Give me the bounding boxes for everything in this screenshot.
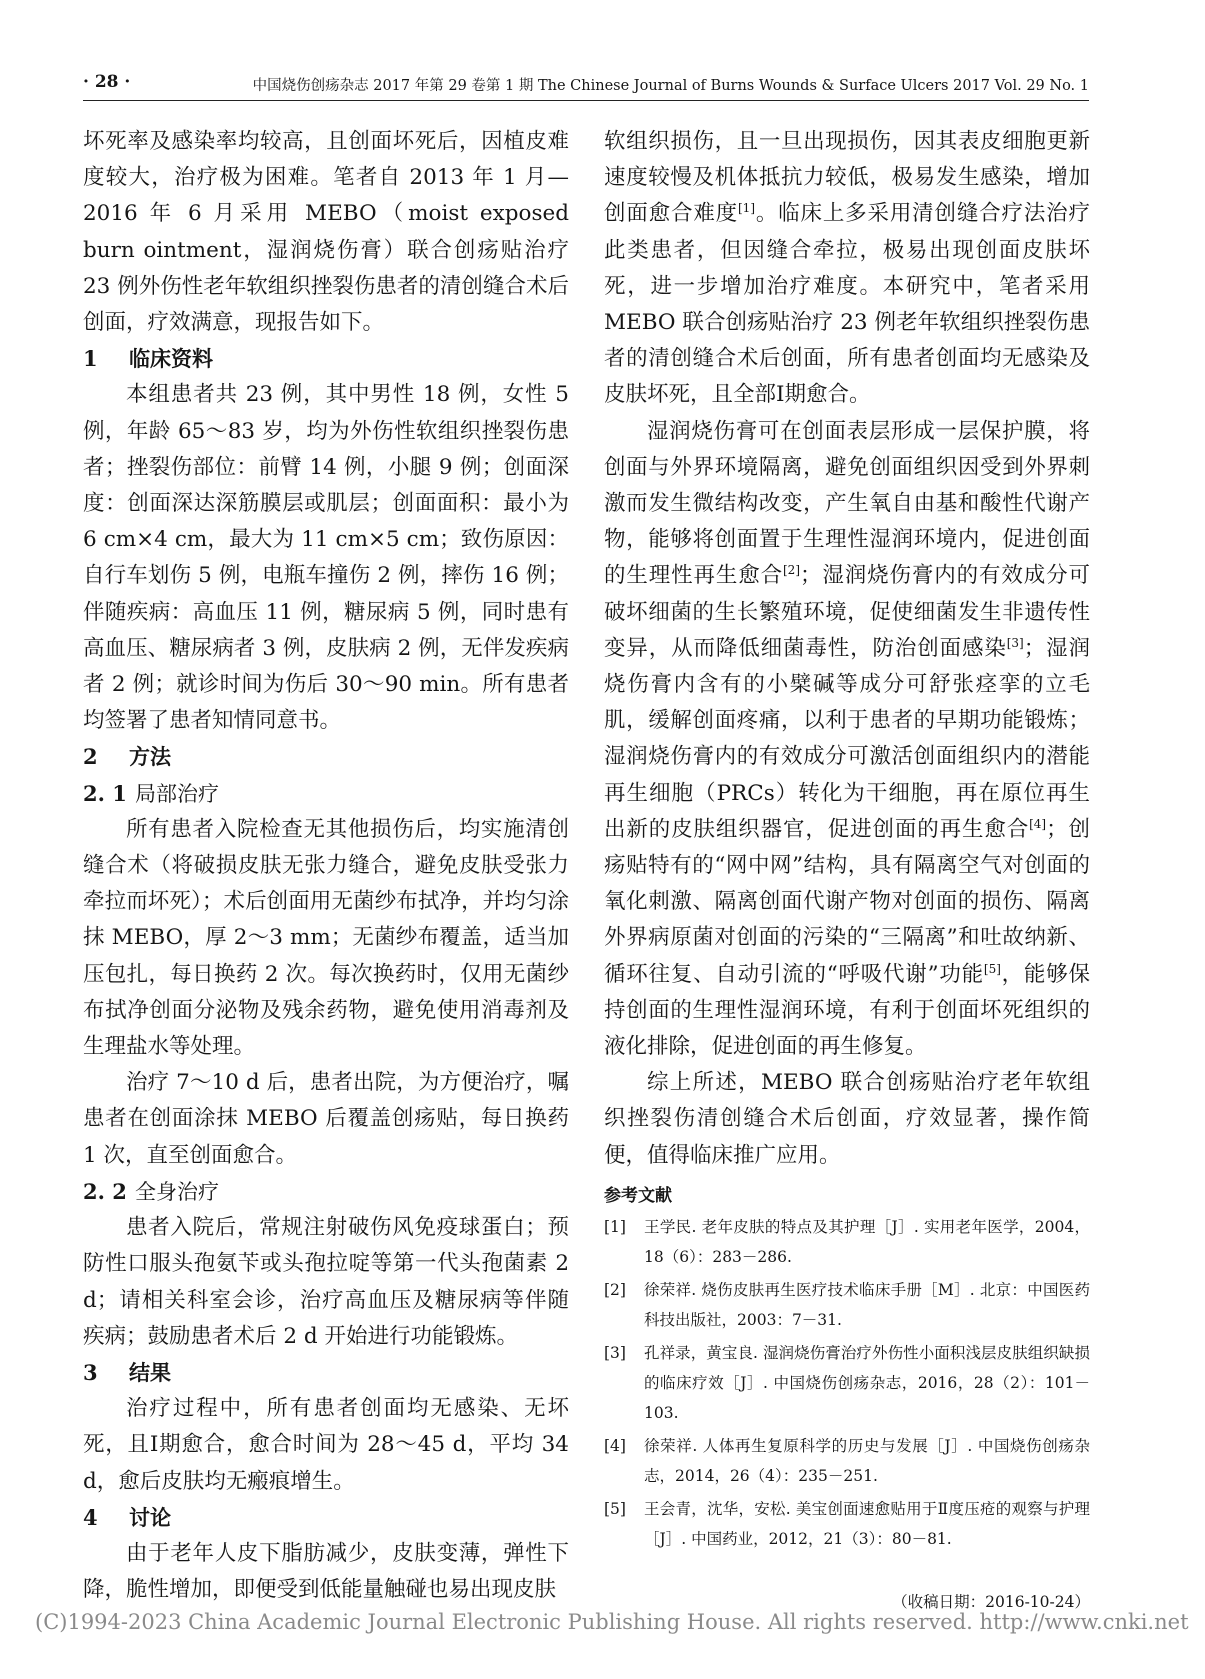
citation-5[interactable]: [5] bbox=[983, 961, 1001, 976]
page-number: · 28 · bbox=[83, 72, 131, 92]
reference-list bbox=[604, 1212, 1090, 1554]
section-number: 3 bbox=[83, 1359, 98, 1385]
journal-title-line: 中国烧伤创疡杂志 2017 年第 29 卷第 1 期 The Chinese Journal of Burns Wounds & Surface Ulcers 2017 Vol. 29 No. 1 bbox=[252, 78, 1089, 94]
section-2-heading bbox=[83, 739, 569, 775]
reference-item: [1] 王学民. 老年皮肤的特点及其护理［J］. 实用老年医学，2004，18（6）：283－286. bbox=[604, 1217, 1090, 1266]
systemic-treatment-paragraph: 患者入院后，常规注射破伤风免疫球蛋白；预防性口服头孢氨苄或头孢拉啶等第一代头孢菌素 2 d；请相关科室会诊，治疗高血压及糖尿病等伴随疾病；鼓励患者术后 2 d 开始进行功能锻炼。 bbox=[83, 1215, 569, 1349]
intro-paragraph: 坏死率及感染率均较高，且创面坏死后，因植皮难度较大，治疗极为困难。笔者自 2013 年 1 月—2016 年 6 月采用 MEBO（moist exposed burn ointment，湿润烧伤膏）联合创疡贴治疗 23 例外伤性老年软组织挫裂伤患者的清创缝合术后创面，疗效满意，现报告如下。 bbox=[83, 129, 569, 336]
discussion-paragraph-1: 由于老年人皮下脂肪减少，皮肤变薄，弹性下降，脆性增加，即便受到低能量触碰也易出现皮肤 bbox=[83, 1540, 569, 1603]
references-heading: 参考文献 bbox=[604, 1185, 672, 1206]
received-date: （收稿日期：2016-10-24） bbox=[892, 1592, 1090, 1611]
reference-item: [5] 王会青，沈华，安松. 美宝创面速愈贴用于Ⅱ度压疮的观察与护理［J］. 中国药业，2012，21（3）：80－81. bbox=[604, 1499, 1090, 1548]
mebo-mechanism-paragraph: 湿润烧伤膏可在创面表层形成一层保护膜，将创面与外界环境隔离，避免创面组织因受到外界刺激而发生微结构改变，产生氧自由基和酸性代谢产物，能够将创面置于生理性湿润环境内，促进创面的生理性再生愈合[2]；湿润烧伤膏内的有效成分可破坏细菌的生长繁殖环境，促使细菌发生非遗传性变异，从而降低细菌毒性，防治创面感染[3]；湿润烧伤膏内含有的小檗碱等成分可舒张痉挛的立毛肌，缓解创面疼痛，以利于患者的早期功能锻炼；湿润烧伤膏内的有效成分可激活创面组织内的潜能再生细胞（PRCs）转化为干细胞，再在原位再生出新的皮肤组织器官，促进创面的再生愈合[4]；创疡贴特有的“网中网”结构，具有隔离空气对创面的氧化刺激、隔离创面代谢产物对创面的损伤、隔离外界病原菌对创面的污染的“三隔离”和吐故纳新、循环往复、自动引流的“呼吸代谢”功能[5]，能够保持创面的生理性湿润环境，有利于创面坏死组织的液化排除，促进创面的再生修复。 bbox=[604, 418, 1090, 1060]
citation-4[interactable]: [4] bbox=[1029, 816, 1047, 831]
clinical-data-paragraph: 本组患者共 23 例，其中男性 18 例，女性 5 例，年龄 65～83 岁，均为外伤性软组织挫裂伤患者；挫裂伤部位：前臂 14 例，小腿 9 例；创面深度：创面深达深筋膜层或肌层；创面面积：最小为 6 cm×4 cm，最大为 11 cm×5 cm；致伤原因：自行车划伤 5 例，电瓶车撞伤 2 例，摔伤 16 例；伴随疾病：高血压 11 例，糖尿病 5 例，同时患有高血压、糖尿病者 3 例，皮肤病 2 例，无伴发疾病者 2 例；就诊时间为伤后 30～90 min。所有患者均签署了患者知情同意书。 bbox=[83, 382, 569, 734]
running-header bbox=[83, 70, 1089, 101]
citation-3[interactable]: [3] bbox=[1006, 635, 1024, 650]
section-title: 临床资料 bbox=[129, 346, 213, 372]
reference-item: [4] 徐荣祥. 人体再生复原科学的历史与发展［J］. 中国烧伤创疡杂志，2014，26（4）：235－251. bbox=[604, 1436, 1090, 1485]
section-4-heading bbox=[83, 1500, 569, 1536]
section-number: 2. 2 bbox=[83, 1178, 127, 1204]
citation-1[interactable]: [1] bbox=[738, 201, 755, 216]
local-treatment-paragraph-1: 所有患者入院检查无其他损伤后，均实施清创缝合术（将破损皮肤无张力缝合，避免皮肤受张力牵拉而坏死）；术后创面用无菌纱布拭净，并均匀涂抹 MEBO，厚 2～3 mm；无菌纱布覆盖，适当加压包扎，每日换药 2 次。每次换药时，仅用无菌纱布拭净创面分泌物及残余药物，避免使用消毒剂及生理盐水等处理。 bbox=[83, 816, 569, 1060]
left-column bbox=[83, 124, 569, 1608]
conclusion-paragraph: 综上所述，MEBO 联合创疡贴治疗老年软组织挫裂伤清创缝合术后创面，疗效显著，操作简便，值得临床推广应用。 bbox=[604, 1070, 1090, 1168]
section-number: 2. 1 bbox=[83, 780, 127, 806]
section-3-heading bbox=[83, 1355, 569, 1391]
citation-2[interactable]: [2] bbox=[783, 563, 800, 578]
section-number: 2 bbox=[83, 744, 98, 770]
section-title: 结果 bbox=[129, 1359, 171, 1385]
reference-item: [2] 徐荣祥. 烧伤皮肤再生医疗技术临床手册［M］. 北京：中国医药科技出版社，2003：7－31. bbox=[604, 1280, 1090, 1329]
section-title: 局部治疗 bbox=[135, 781, 219, 806]
copyright-footer: (C)1994-2023 China Academic Journal Electronic Publishing House. All rights reserved. http://www.cnki.net bbox=[35, 1610, 1189, 1634]
section-2-1-heading bbox=[83, 776, 569, 812]
reference-item: [3] 孔祥录，黄宝良. 湿润烧伤膏治疗外伤性小面积浅层皮肤组织缺损的临床疗效［J］. 中国烧伤创疡杂志，2016，28（2）：101－103. bbox=[604, 1343, 1090, 1422]
section-number: 4 bbox=[83, 1504, 98, 1530]
section-number: 1 bbox=[83, 346, 98, 372]
section-2-2-heading bbox=[83, 1174, 569, 1210]
section-title: 方法 bbox=[129, 744, 171, 770]
local-treatment-paragraph-2: 治疗 7～10 d 后，患者出院，为方便治疗，嘱患者在创面涂抹 MEBO 后覆盖创疡贴，每日换药 1 次，直至创面愈合。 bbox=[83, 1070, 569, 1168]
results-paragraph: 治疗过程中，所有患者创面均无感染、无坏死，且Ⅰ期愈合，愈合时间为 28～45 d，平均 34 d，愈后皮肤均无瘢痕增生。 bbox=[83, 1396, 569, 1494]
discussion-continued-paragraph: 软组织损伤，且一旦出现损伤，因其表皮细胞更新速度较慢及机体抵抗力较低，极易发生感染，增加创面愈合难度[1]。临床上多采用清创缝合疗法治疗此类患者，但因缝合牵拉，极易出现创面皮肤坏死，进一步增加治疗难度。本研究中，笔者采用 MEBO 联合创疡贴治疗 23 例老年软组织挫裂伤患者的清创缝合术后创面，所有患者创面均无感染及皮肤坏死，且全部Ⅰ期愈合。 bbox=[604, 129, 1090, 408]
section-1-heading bbox=[83, 341, 569, 377]
section-title: 讨论 bbox=[129, 1504, 171, 1530]
right-column bbox=[604, 124, 1090, 1620]
section-title: 全身治疗 bbox=[135, 1179, 219, 1204]
